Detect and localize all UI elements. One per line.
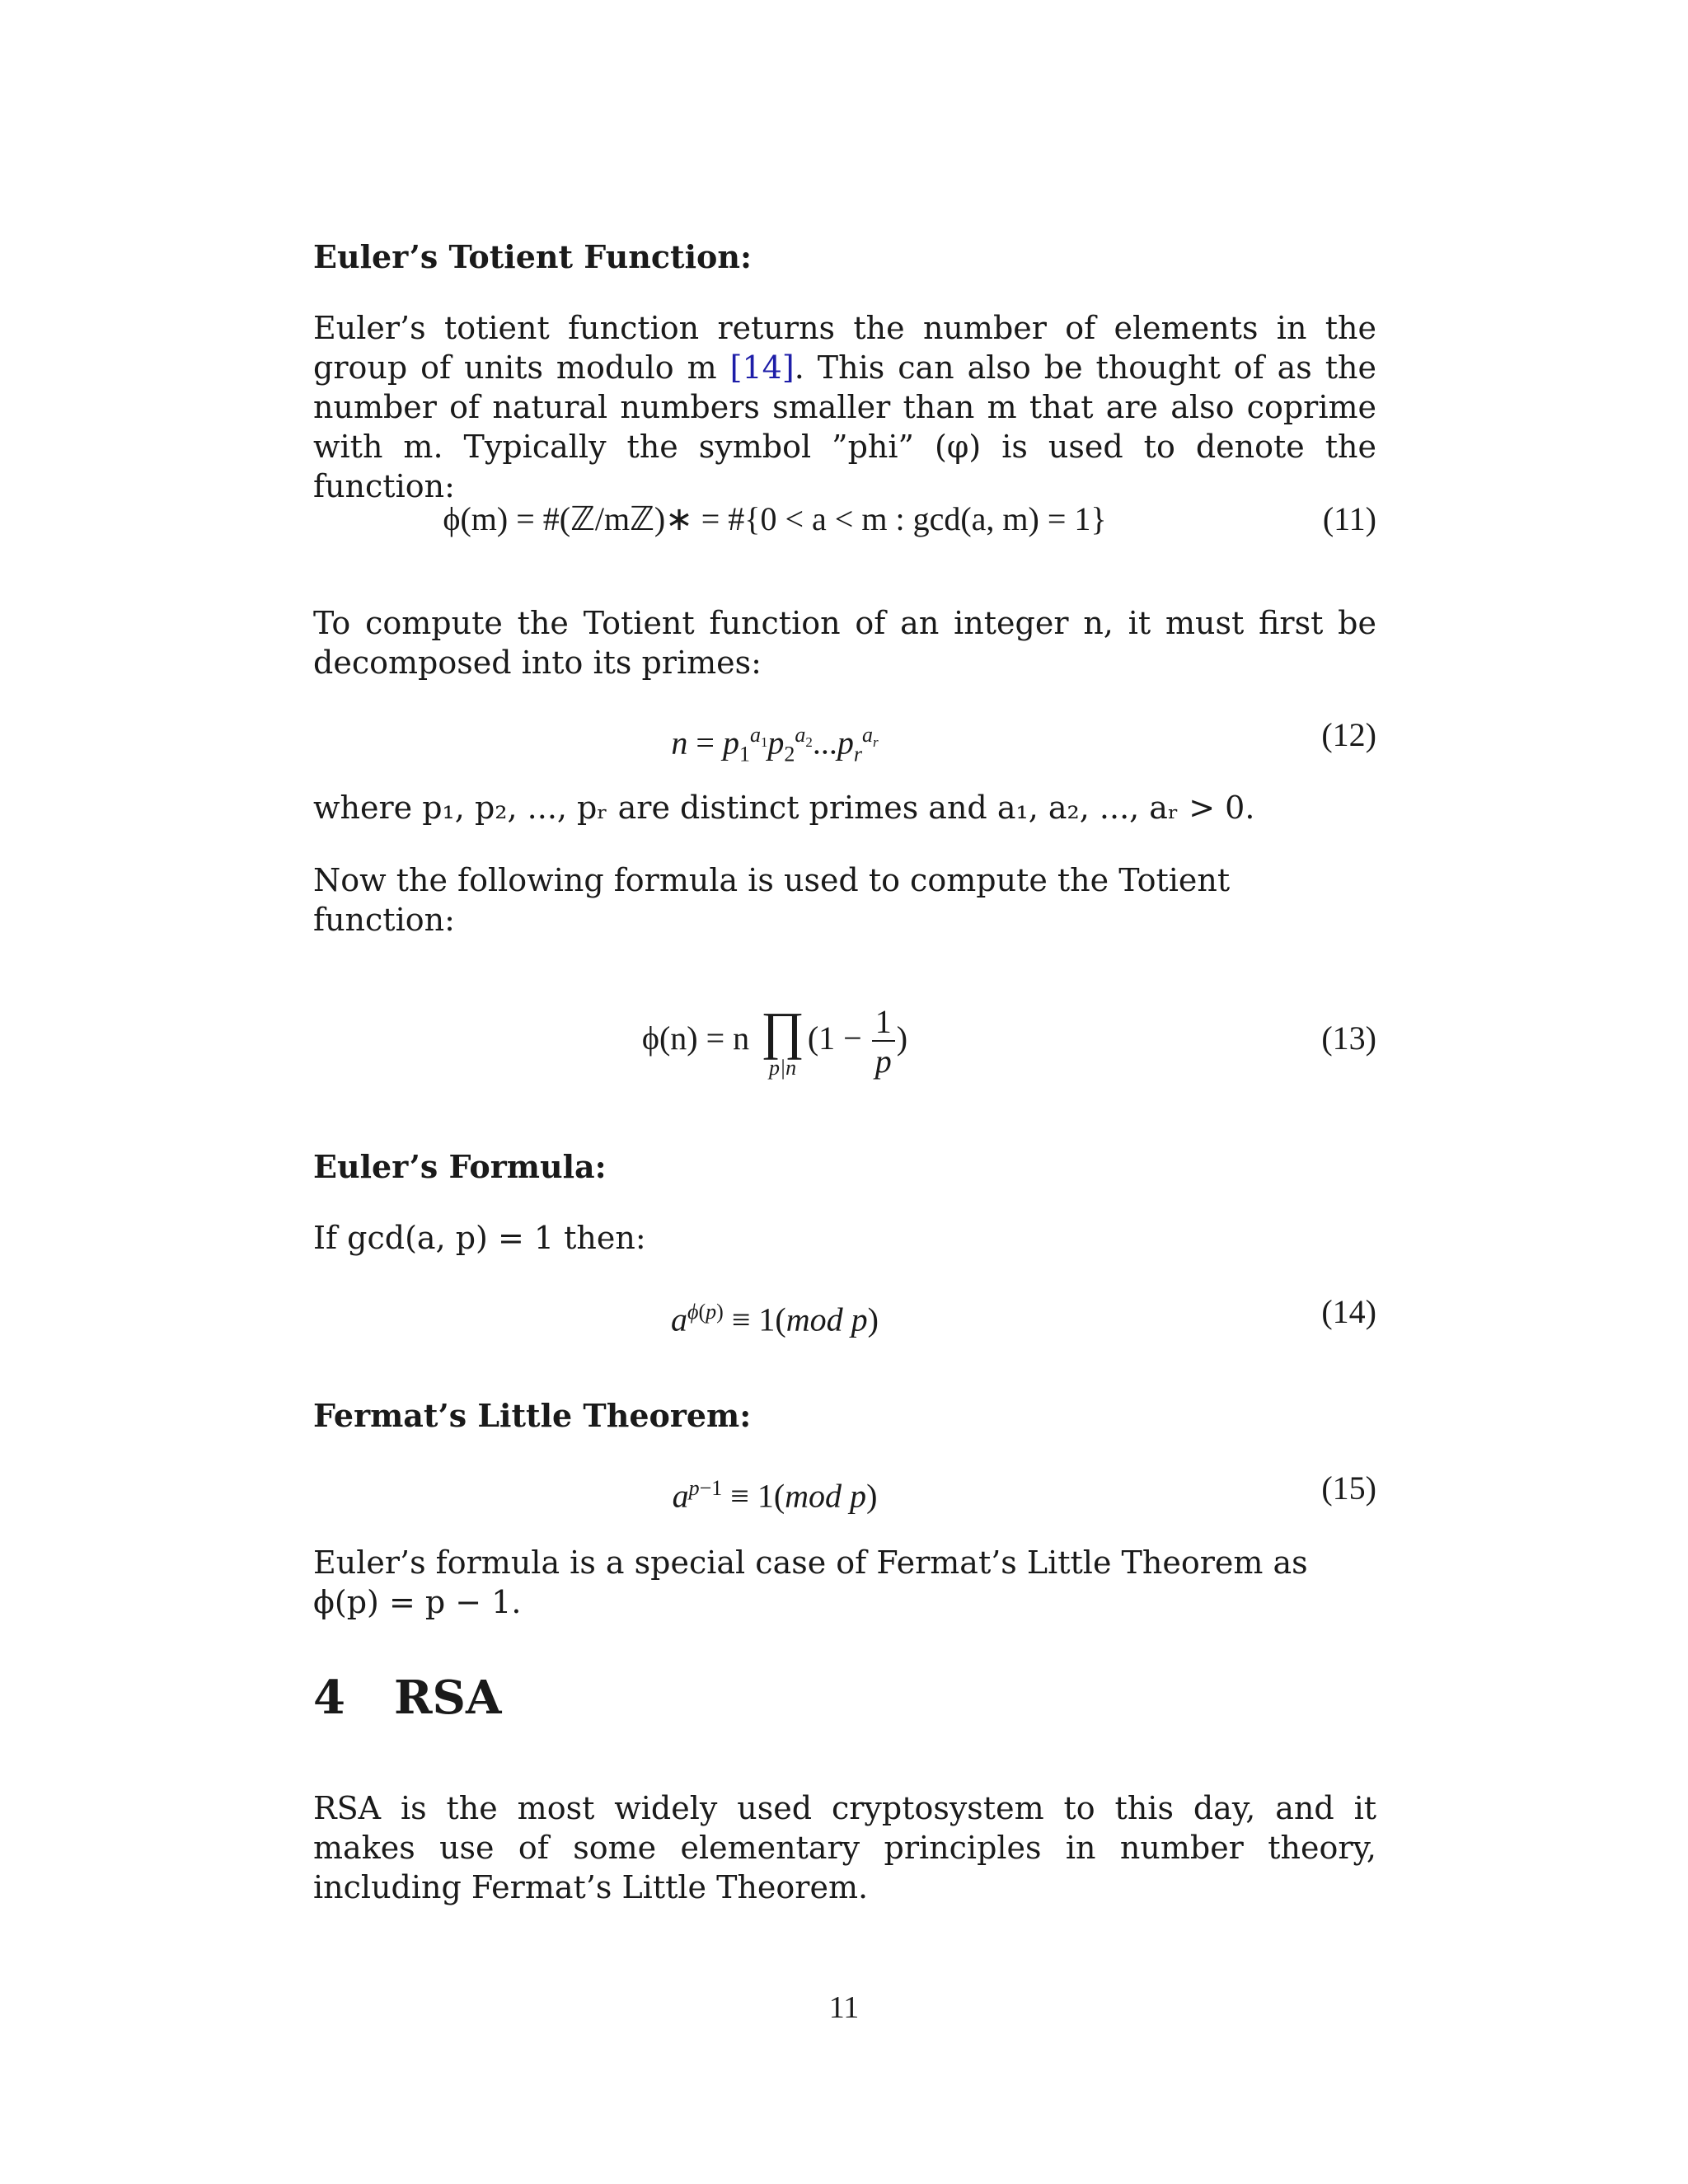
page-number: 11 [828,1990,860,2025]
primes-note: where p₁, p₂, ..., pᵣ are distinct primes and a₁, a₂, ..., aᵣ > 0. [313,790,1255,826]
product-symbol [761,1001,804,1080]
formula-intro: Now the following formula is used to compute the Totient function: [313,862,1231,938]
equation-11-number: (11) [1322,500,1376,537]
product-subscript: p|n [768,1055,797,1080]
decompose-paragraph: To compute the Totient function of an integer n, it must first be decomposed into its primes: [313,605,1376,681]
equation-15-number: (15) [1321,1469,1376,1507]
totient-heading: Euler’s Totient Function: [313,238,752,275]
equation-14 [313,1287,1376,1337]
section-heading [313,1671,1376,1724]
equation-13-lhs: ϕ(n) = n [641,1019,750,1057]
fermat-note: Euler’s formula is a special case of Fermat’s Little Theorem as ϕ(p) = p − 1. [313,1544,1308,1620]
equation-13-open: (1 − [807,1019,862,1057]
totient-paragraph [313,308,1376,506]
equation-13 [313,989,1376,1088]
euler-heading: Euler’s Formula: [313,1148,607,1185]
equation-12 [313,710,1376,766]
equation-15-math: $a^{p-1} \equiv 1(mod$ p) [672,1476,878,1515]
equation-12-math: $n = p_1^{a_1}p_2^{a_2}...p_r^{a_r}$ [671,723,879,766]
fraction [872,1002,895,1080]
equation-14-number: (14) [1321,1293,1376,1330]
rsa-paragraph: RSA is the most widely used cryptosystem to this day, and it makes use of some elementary principles in number theory, including Fermat’s Little Theorem. [313,1790,1376,1905]
equation-13-math [313,989,1236,1088]
citation-link[interactable]: [14] [729,349,795,386]
euler-condition: If gcd(a, p) = 1 then: [313,1220,646,1256]
equation-15 [313,1464,1376,1513]
fermat-heading: Fermat’s Little Theorem: [313,1397,752,1434]
section-number: 4 [313,1671,345,1725]
equation-13-close: ) [896,1019,908,1057]
equation-14-math: $a^{\phi(p)} \equiv 1(mod$ p) [671,1300,879,1338]
equation-13-number: (13) [1321,1019,1376,1057]
totient-paragraph-text-a: Euler’s totient function returns the number of elements in the group of units modulo m [313,310,1376,386]
equation-12-number: (12) [1321,716,1376,753]
fraction-numerator: 1 [872,1005,895,1042]
totient-paragraph-text-b: . This can also be thought of as the number of natural numbers smaller than m that are also coprime with m. Typically the symbol ”phi” (φ) is used to denote the function: [313,349,1377,504]
fraction-denominator: p [874,1042,892,1080]
equation-11-math: ϕ(m) = #(ℤ/mℤ)∗ = #{0 < a < m : gcd(a, m) = 1} [443,500,1107,537]
equation-11 [313,494,1376,544]
product-sign: ∏ [761,1001,804,1060]
section-title: RSA [394,1671,502,1725]
